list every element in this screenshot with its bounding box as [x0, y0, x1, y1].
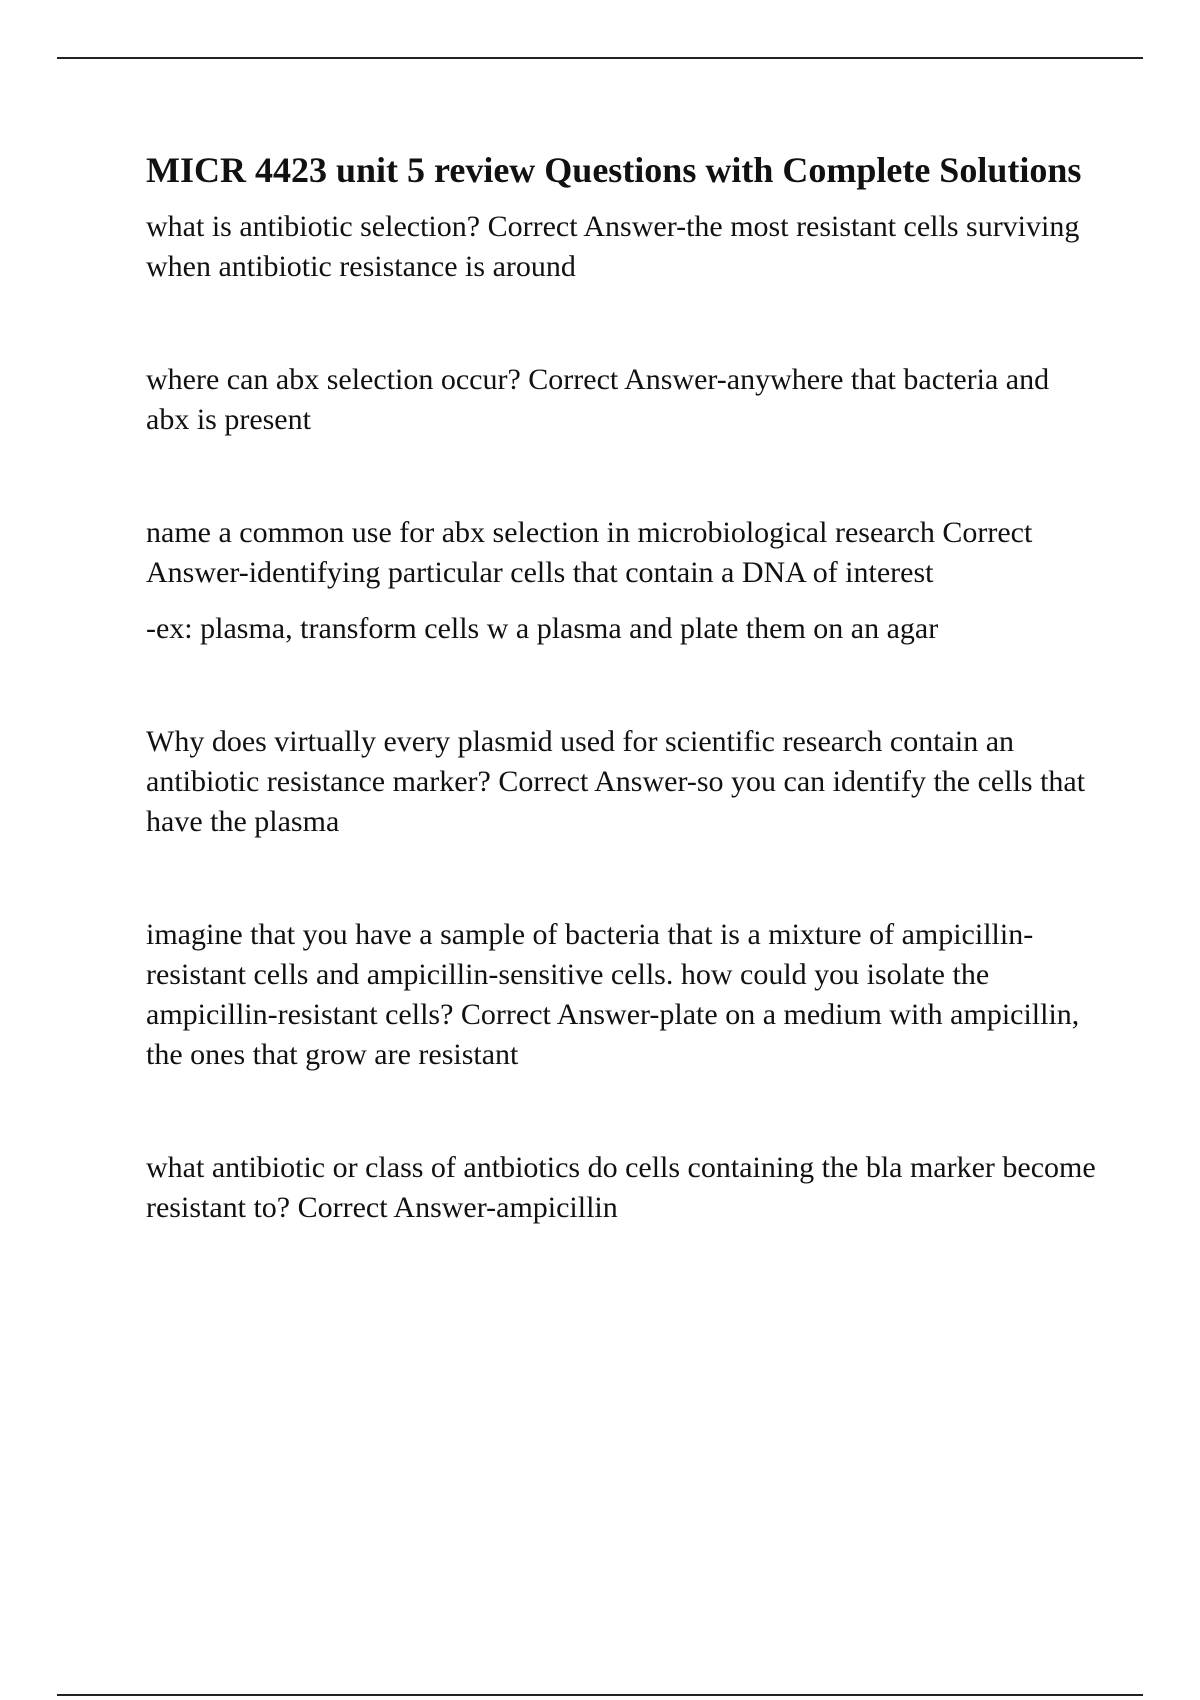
qa-entry-abx-selection-location: where can abx selection occur? Correct Answer-anywhere that bacteria and abx is present — [146, 363, 1050, 436]
qa-entry-plasmid-marker: Why does virtually every plasmid used for scientific research contain an antibiotic resistance marker? Correct Answer-so you can identify the cells that have the plasma — [146, 725, 1086, 838]
qa-entry-isolate-resistant-cells: imagine that you have a sample of bacteria that is a mixture of ampicillin-resistant cells and ampicillin-sensitive cells. how could you isolate the ampicillin-resistant cells? Correct Answer-plate on a medium with ampicillin, the ones that grow are resistant — [146, 918, 1080, 1071]
document-body — [146, 146, 1096, 1228]
qa-entry-common-use: name a common use for abx selection in microbiological research Correct Answer-identifying particular cells that contain a DNA of interest — [146, 516, 1033, 589]
qa-entry-antibiotic-selection: what is antibiotic selection? Correct Answer-the most resistant cells surviving when antibiotic resistance is around — [146, 210, 1080, 283]
top-divider — [57, 57, 1143, 59]
bottom-divider — [57, 1694, 1143, 1696]
qa-entry-bla-marker: what antibiotic or class of antbiotics do cells containing the bla marker become resistant to? Correct Answer-ampicillin — [146, 1151, 1096, 1224]
page-title: MICR 4423 unit 5 review Questions with Complete Solutions — [146, 150, 1082, 190]
qa-entry-common-use-example: -ex: plasma, transform cells w a plasma and plate them on an agar — [146, 612, 939, 645]
